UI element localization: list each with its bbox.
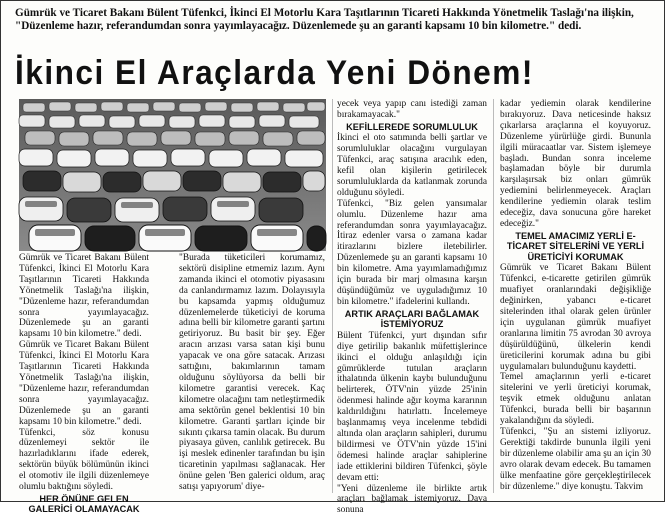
paragraph: Tüfenkci, "Biz gelen yansımalar olumlu. Düzenleme hazır ama referandumdan sonra yayımlayacağız. İtiraz edenler varsa o zamana kadar itirazlarını bizlere iletebilirler. Düzenlemede şu an garanti kapsamı 10 bin kilometre. Ama yayımlamadığımız için burada bir marj olmasına karşın düşündüğümüz ve uyguladığımız 10 bin kilometre." ifadelerini kullandı. <box>337 199 487 308</box>
column-rule <box>493 99 494 493</box>
lede-paragraph: Gümrük ve Ticaret Bakanı Bülent Tüfenkci, İkinci El Motorlu Kara Taşıtlarının Ticareti Hakkında Yönetmelik Taslağı'na ilişkin, "Düzenleme hazır, referandumdan sonra yayımlayacağız. Düzenlemede şu an garanti kapsamı 10 bin kilometre." dedi. <box>15 7 655 34</box>
subheading: KEFİLLEREDE SORUMLULUK <box>337 122 487 133</box>
subheading: HER ÖNÜNE GELEN GALERİCİ OLAMAYACAK <box>19 494 149 515</box>
subheading: TEMEL AMACIMIZ YERLİ E-TİCARET SİTELERİNİ VE YERLİ ÜRETİCİYİ KORUMAK <box>500 231 651 263</box>
paragraph: Bülent Tüfenkci, yurt dışından sıfır diye getirilip bakanlık müfettişlerince ikinci el olduğu anlaşıldığı için gümrüklerde tutulan araçların ithalatında ülkenin kaybı bulunduğunu belirterek, ÖTV'nin yüzde 25'inin ödenmesi halinde ağır koyma kararının kaldırıldığını hatırlattı. İncelemeye başlanmamış veya incelenme tebdidi altında olan araçların sahipleri, durumu bildirmesi ve ÖTV'nin yüzde 15'ini ödemesi halinde araçlar sahiplerine iade ettiklerini bildiren Tüfenkci, şöyle devam etti: <box>337 331 487 484</box>
column-rule <box>332 99 333 493</box>
subheading: ARTIK ARAÇLARI BAĞLAMAK İSTEMİYORUZ <box>337 309 487 330</box>
paragraph: yecek veya yapıp canı istediği zaman bırakamayacak." <box>337 99 487 121</box>
paragraph: Gümrük ve Ticaret Bakanı Bülent Tüfenkci, İkinci El Motorlu Kara Taşıtlarının Ticareti Hakkında Yönetmelik Taslağı'na ilişkin, "Düzenleme hazır, referandumdan sonra yayımlayacağız. Düzenlemede şu an garanti kapsamı 10 bin kilometre." dedi. <box>19 340 149 427</box>
paragraph: kadar yediemin olarak kendilerine bırakıyoruz. Dava neticesinde haksız çıkarlarsa araçlarına el koyuyoruz. Düzenleme yürürlüğe girdi. Bununla ilgili müracaatlar var. Sistem işlemeye başladı. Bundan sonra inceleme başlamadan böyle bir durumla karşılaşırsak biz onları gümrük yediemini belirlenmeyecek. Araçları kendilerine yediemin olarak teslim edeceğiz, dava sonucuna göre hareket edeceğiz." <box>500 99 651 230</box>
article-column-1 <box>19 253 149 493</box>
paragraph: Gümrük ve Ticaret Bakanı Bülent Tüfenkci, İkinci El Motorlu Kara Taşıtlarının Ticareti Hakkında Yönetmelik Taslağı'na ilişkin, "Düzenleme hazır, referandumdan sonra yayımlayacağız. Düzenlemede şu an garanti kapsamı 10 bin kilometre." dedi. <box>19 253 149 340</box>
paragraph: İkinci el oto satımında belli şartlar ve sorumluluklar olacağını vurgulayan Tüfenkci, araç satışına aracılık eden, kefil olan kişilerin getirilecek sorumluluklarda da katlanmak zorunda olduğunu söyledi. <box>337 133 487 198</box>
paragraph: "Burada tüketicileri korumamız, sektörü disipline etmemiz lazım. Aynı zamanda ikinci el otomotiv piyasasını da canlandırmamız lazım. Dolayısıyla bu kapsamda yapmış olduğumuz düzenlemelerde tüketiciyi de koruma adına belli bir kilometre garanti şartını getiriyoruz. Bu basit bir şey. Eğer aracın arızası varsa satan kişi bunu yapacak ve ona göre satacak. Arızası sattığını, bakımlarının tamam olduğunu söylüyorsa da belli bir kilometre garantisi verecek. Kaç kilometre olacağını tam netleştirmedik ama sektörün genel beklentisi 10 bin kilometre. Garanti şartları içinde bir sıkıntı çıkarsa tamin olacak. Bu durum piyasaya güven, canlılık getirecek. Bu işi meslek edinenler tarafından bu işin ticaretinin yapılması sağlanacak. Her önüne gelen 'Ben galerici oldum, araç satışı yapıyorum' diye- <box>179 253 325 493</box>
article-column-3 <box>337 99 487 495</box>
headline: İkinci El Araçlarda Yeni Dönem! <box>15 53 610 93</box>
article-column-4 <box>500 99 651 495</box>
paragraph: Tüfenkci, "Şu an sistemi izliyoruz. Gerektiği takdirde bununla ilgili yeni bir düzenleme olabilir ama şu an için 30 avro olarak devam edecek. Bu tamamen ülke menfaatine göre gerçekleştirilecek bir düzenleme." diye konuştu. Takvim <box>500 427 651 492</box>
paragraph: Gümrük ve Ticaret Bakanı Bülent Tüfenkci, e-ticarette getirilen gümrük muafiyet oranlarındaki değişikliğe değinirken, yabancı e-ticaret sitelerinden ithal olarak gelen ürünler için uygulanan gümrük muafiyet oranlarına limitin 75 avrodan 30 avroya düşürüldüğünü, ülkelerin kendi üreticilerini korumak adına bu gibi uygulamaları bulunduğunu kaydetti. <box>500 263 651 372</box>
paragraph: Tüfenkci, söz konusu düzenlemeyi sektör ile hazırladıklarını ifade ederek, sektörün büyük bölümünün ikinci el otomotiv ile ilgili düzenlemeye olumlu baktığını söyledi. <box>19 428 149 493</box>
paragraph: Temel amaçlarının yerli e-ticaret sitelerini ve yerli üreticiyi korumak, teşvik etmek olduğunu anlatan Tüfenkci, burada belli bir başarının yakalandığını da söyledi. <box>500 372 651 427</box>
car-lot-photo <box>19 99 326 251</box>
car-lot-image <box>19 99 326 251</box>
article-column-2 <box>179 253 325 493</box>
paragraph: "Yeni düzenleme ile birlikte artık araçları bağlamak istemiyoruz. Dava sonuna <box>337 484 487 516</box>
